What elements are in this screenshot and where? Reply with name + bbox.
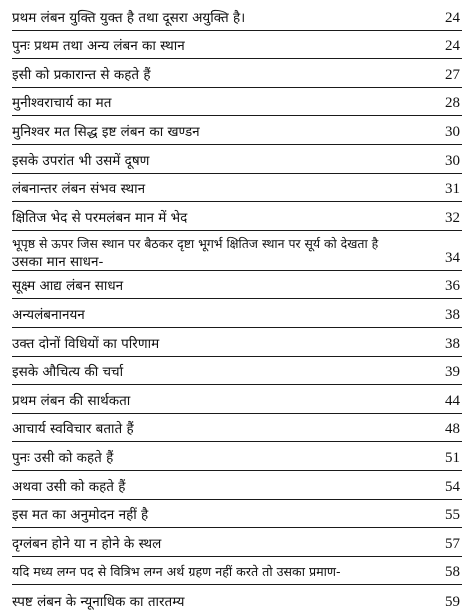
toc-entry-page: 30 xyxy=(445,123,460,140)
toc-entry-title: अथवा उसी को कहते हैं xyxy=(12,478,126,495)
toc-entry-title: स्पष्ट लंबन के न्यूनाधिक का तारतम्य xyxy=(12,593,185,610)
toc-row xyxy=(12,500,462,529)
toc-row xyxy=(12,271,462,300)
toc-entry-page: 32 xyxy=(445,209,460,226)
toc-entry-title-line1: भूपृष्ठ से ऊपर जिस स्थान पर बैठकर दृष्टा भूगर्भ क्षितिज स्थान पर सूर्य को देखता है xyxy=(12,235,379,251)
toc-entry-title xyxy=(12,235,378,271)
toc-entry-title: आचार्य स्वविचार बताते हैं xyxy=(12,421,134,438)
toc-entry-title: इसके औचित्य की चर्चा xyxy=(12,364,124,381)
toc-entry-page: 44 xyxy=(445,392,460,409)
toc-row xyxy=(12,442,462,471)
toc-entry-title: प्रथम लंबन की सार्थकता xyxy=(12,392,131,409)
toc-entry-title: उक्त दोनों विधियों का परिणाम xyxy=(12,335,160,352)
toc-row xyxy=(12,88,462,117)
toc-entry-page: 36 xyxy=(445,278,460,295)
toc-entry-page: 27 xyxy=(445,66,460,83)
toc-entry-page: 48 xyxy=(445,421,460,438)
toc-row xyxy=(12,116,462,145)
toc-entry-page: 51 xyxy=(445,449,460,466)
toc-entry-page: 38 xyxy=(445,306,460,323)
toc-entry-title: अन्यलंबनानयन xyxy=(12,306,85,323)
toc-row xyxy=(12,557,462,586)
toc-row xyxy=(12,174,462,203)
toc-row xyxy=(12,385,462,414)
toc-row xyxy=(12,231,462,271)
toc-row xyxy=(12,299,462,328)
toc-entry-page: 57 xyxy=(445,535,460,552)
toc-row xyxy=(12,357,462,386)
toc-row xyxy=(12,585,462,614)
toc-entry-page: 28 xyxy=(445,95,460,112)
toc-row xyxy=(12,2,462,31)
toc-row xyxy=(12,31,462,60)
toc-entry-title: पुनः प्रथम तथा अन्य लंबन का स्थान xyxy=(12,38,185,55)
toc-entry-page: 31 xyxy=(445,181,460,198)
table-of-contents xyxy=(12,2,462,614)
toc-entry-title: दृग्लंबन होने या न होने के स्थल xyxy=(12,535,162,552)
toc-entry-title: पुनः उसी को कहते हैं xyxy=(12,449,114,466)
toc-row xyxy=(12,414,462,443)
toc-entry-page: 24 xyxy=(445,9,460,26)
toc-entry-title: लंबनान्तर लंबन संभव स्थान xyxy=(12,181,146,198)
toc-row xyxy=(12,59,462,88)
toc-entry-page: 54 xyxy=(445,478,460,495)
toc-entry-title: सूक्ष्म आद्य लंबन साधन xyxy=(12,278,124,295)
toc-entry-title: मुनिश्वर मत सिद्ध इष्ट लंबन का खण्डन xyxy=(12,123,200,140)
toc-entry-page: 34 xyxy=(445,249,460,266)
toc-entry-page: 59 xyxy=(445,593,460,610)
toc-entry-page: 24 xyxy=(445,38,460,55)
toc-entry-page: 55 xyxy=(445,507,460,524)
toc-row xyxy=(12,145,462,174)
toc-entry-title: यदि मध्य लग्न पद से वित्रिभ लग्न अर्थ ग्रहण नहीं करते तो उसका प्रमाण- xyxy=(12,564,341,580)
toc-entry-page: 30 xyxy=(445,152,460,169)
toc-entry-title: इसी को प्रकारान्त से कहते हैं xyxy=(12,66,151,83)
toc-row xyxy=(12,328,462,357)
toc-entry-title-line2: उसका मान साधन- xyxy=(12,253,104,270)
toc-entry-title: इसके उपरांत भी उसमें दूषण xyxy=(12,152,150,169)
toc-row xyxy=(12,202,462,231)
toc-row xyxy=(12,471,462,500)
toc-entry-page: 38 xyxy=(445,335,460,352)
toc-entry-title: इस मत का अनुमोदन नहीं है xyxy=(12,507,149,524)
toc-entry-page: 58 xyxy=(445,564,460,581)
toc-entry-title: प्रथम लंबन युक्ति युक्त है तथा दूसरा अयुक्ति है। xyxy=(12,9,246,26)
toc-entry-title: क्षितिज भेद से परमलंबन मान में भेद xyxy=(12,209,188,226)
toc-row xyxy=(12,528,462,557)
toc-entry-title: मुनीश्वराचार्य का मत xyxy=(12,95,112,112)
toc-entry-page: 39 xyxy=(445,364,460,381)
